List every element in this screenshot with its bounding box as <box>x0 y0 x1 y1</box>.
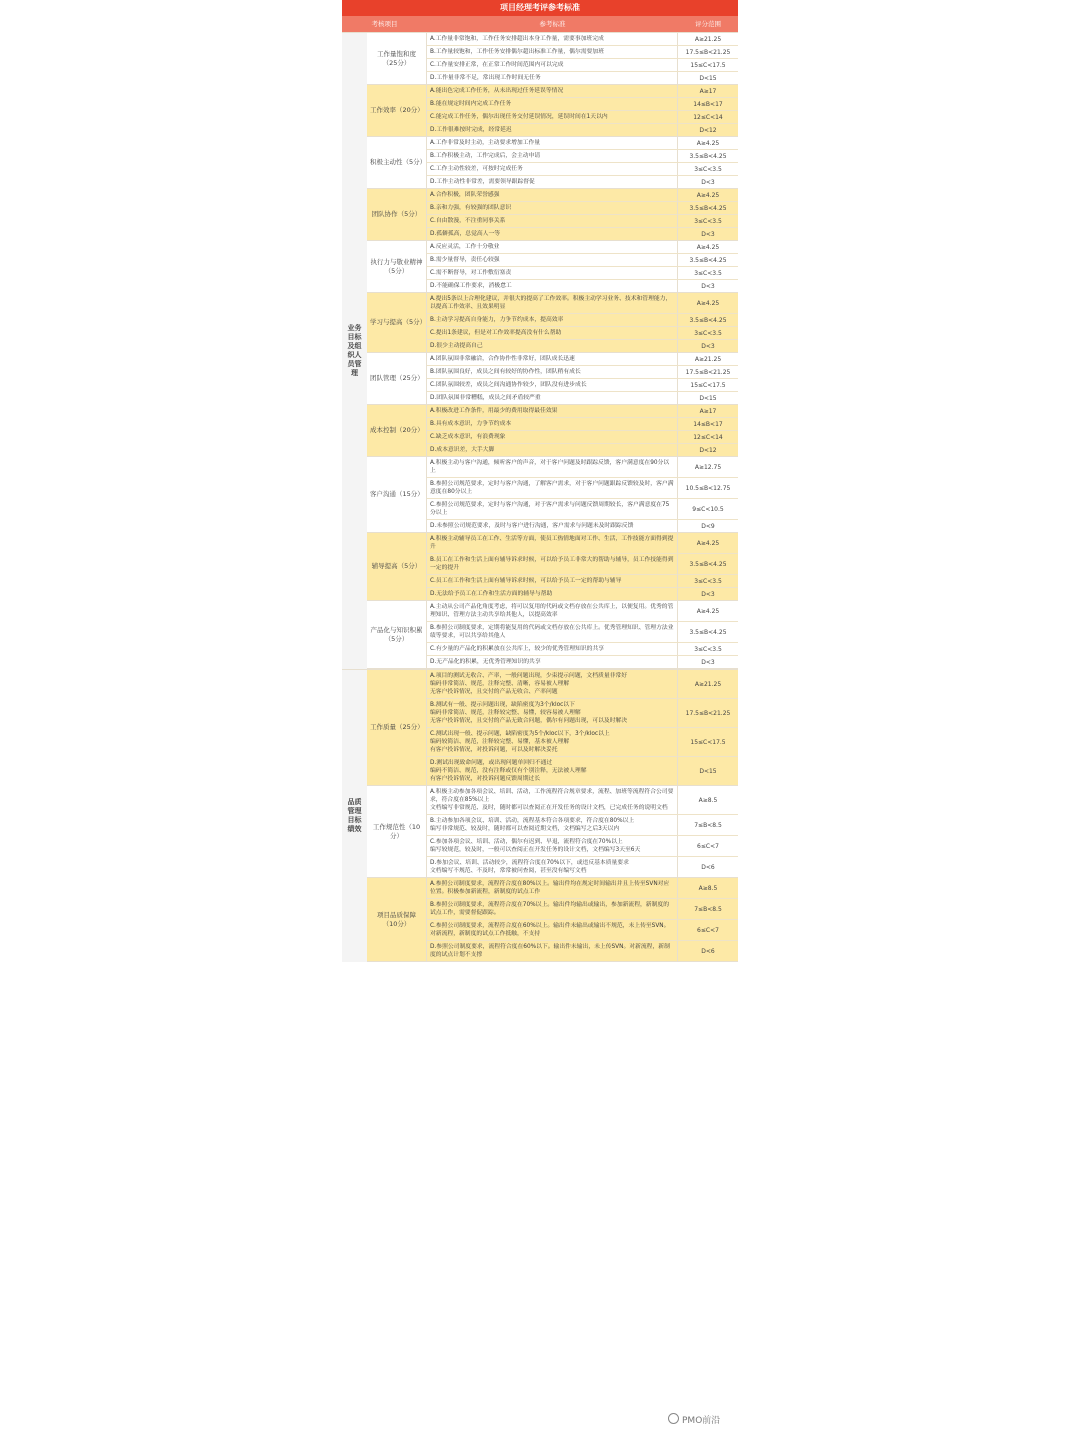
criteria-level-row <box>427 622 738 643</box>
criteria-level-row <box>427 202 738 215</box>
criteria-level-row <box>427 643 738 656</box>
criteria-level-row <box>427 150 738 163</box>
criteria-level-row <box>427 554 738 575</box>
assessment-item-name: 客户沟通（15分） <box>367 457 427 532</box>
score-range: 15≤C<17.5 <box>690 738 726 746</box>
score-range: A≥4.25 <box>696 191 720 199</box>
criteria-level-row <box>427 85 738 98</box>
criteria-level-row <box>427 728 738 757</box>
criteria-text: D.测试出现致命问题，或出现问题单回归不通过 编码不简洁、规范，没有注释或仅有个别注释，无法被人理解 有客户投诉情况，对投诉问题反馈周期过长 <box>427 757 678 785</box>
criteria-text: B.主动学习提高自身能力，力争节约成本，提高效率 <box>427 314 678 326</box>
criteria-text: A.能出色完成工作任务，从未出现过任务延误等情况 <box>427 85 678 97</box>
criteria-text: C.有少量的产品化的积累放在公共库上，较少的优秀管理知识的共享 <box>427 643 678 655</box>
criteria-level-row <box>427 670 738 699</box>
criteria-text: A.提出5条以上合理化建议，并很大的提高了工作效率。积极主动学习业务、技术和管理能力，以提高工作效率、且效果明显 <box>427 293 678 313</box>
table-header-row <box>342 16 738 32</box>
assessment-item-name: 团队协作（5分） <box>367 189 427 240</box>
criteria-level-row <box>427 340 738 352</box>
criteria-level-row <box>427 857 738 877</box>
score-range: 3.5≤B<4.25 <box>689 316 727 324</box>
criteria-text: D.工作很难按时完成，经常延迟 <box>427 124 678 136</box>
score-range: 3.5≤B<4.25 <box>689 560 727 568</box>
criteria-level-row <box>427 327 738 340</box>
section-body <box>367 33 738 669</box>
criteria-level-row <box>427 137 738 150</box>
criteria-level-row <box>427 111 738 124</box>
assessment-item-name: 项目品质保障（10分） <box>367 878 427 961</box>
header-assessment-item: 考核项目 <box>371 20 398 28</box>
assessment-item-name: 工作量饱和度（25分） <box>367 33 427 84</box>
criteria-text: A.积极主动辅导员工在工作、生活等方面，使员工热情地面对工作、生活，工作技能方面得到提升 <box>427 533 678 553</box>
criteria-text: B.主动参加各项会议、培训、活动，流程基本符合各项要求，符合度在80%以上 编写非常规范、较及时，随时都可以查阅近期文档，文档编写之后3天以内 <box>427 815 678 835</box>
criteria-level-row <box>427 757 738 785</box>
wechat-logo-icon <box>668 1413 679 1424</box>
criteria-level-row <box>427 920 738 941</box>
score-range: 6≤C<7 <box>697 842 719 850</box>
criteria-level-row <box>427 228 738 240</box>
criteria-text: C.参加各项会议、培训、活动，偶尔有迟到、早退，流程符合度在70%以上 编写较规范，较及时，一般可以查阅正在开发任务的设计文档，文档编写3天至6天 <box>427 836 678 856</box>
criteria-level-row <box>427 941 738 961</box>
criteria-text: C.工作主动性较差，可按时完成任务 <box>427 163 678 175</box>
criteria-level-row <box>427 601 738 622</box>
score-range: D<9 <box>701 522 715 530</box>
criteria-level-row <box>427 499 738 520</box>
criteria-level-row <box>427 124 738 136</box>
criteria-text: B.工作积极主动，工作完成后，会主动申请 <box>427 150 678 162</box>
section-label: 业务目标及组织人员管理 <box>342 33 367 669</box>
criteria-level-row <box>427 293 738 314</box>
criteria-text: D.不能确保工作要求，消极怠工 <box>427 280 678 292</box>
criteria-level-row <box>427 280 738 292</box>
criteria-levels <box>427 457 738 532</box>
section-label: 品质管理目标绩效 <box>342 670 367 962</box>
criteria-level-row <box>427 267 738 280</box>
criteria-text: C.员工在工作和生活上面有辅导诉求时候，可以给予员工一定的帮助与辅导 <box>427 575 678 587</box>
criteria-text: C.提出1条建议，但是对工作效率提高没有什么帮助 <box>427 327 678 339</box>
score-range: D<15 <box>699 767 717 775</box>
criteria-levels <box>427 353 738 404</box>
criteria-level-row <box>427 431 738 444</box>
criteria-level-row <box>427 575 738 588</box>
criteria-text: B.需少量督导，责任心较强 <box>427 254 678 266</box>
score-range: 12≤C<14 <box>693 113 723 121</box>
criteria-text: A.参照公司制度要求，流程符合度在80%以上。输出件均在规定时间输出并且上传至SVN对应位置。积极参加新流程，新制度的试点工作 <box>427 878 678 898</box>
criteria-text: D.无产品化的积累，无优秀管理知识的共享 <box>427 656 678 668</box>
criteria-level-row <box>427 392 738 404</box>
score-range: A≥4.25 <box>696 607 720 615</box>
score-range: D<3 <box>701 230 715 238</box>
criteria-text: D.未参照公司规范要求，及时与客户进行沟通，客户需求与问题未及时跟踪反馈 <box>427 520 678 532</box>
criteria-level-row <box>427 314 738 327</box>
score-range: A≥8.5 <box>698 884 718 892</box>
evaluation-table <box>342 0 738 962</box>
criteria-level-row <box>427 457 738 478</box>
criteria-level-row <box>427 176 738 188</box>
criteria-level-row <box>427 699 738 728</box>
header-reference-standard: 参考标准 <box>539 20 566 28</box>
score-range: 3≤C<3.5 <box>694 645 722 653</box>
score-range: D<15 <box>699 74 717 82</box>
criteria-level-row <box>427 72 738 84</box>
table-row <box>367 457 738 533</box>
score-range: 17.5≤B<21.25 <box>685 709 731 717</box>
assessment-item-name: 辅导提高（5分） <box>367 533 427 600</box>
criteria-level-row <box>427 366 738 379</box>
score-range: 3.5≤B<4.25 <box>689 204 727 212</box>
table-row <box>367 405 738 457</box>
score-range: 3.5≤B<4.25 <box>689 628 727 636</box>
score-range: 3≤C<3.5 <box>694 329 722 337</box>
criteria-levels <box>427 878 738 961</box>
criteria-text: B.能在规定时间内完成工作任务 <box>427 98 678 110</box>
criteria-text: D.很少主动提高自己 <box>427 340 678 352</box>
assessment-item-name: 产品化与知识积累（5分） <box>367 601 427 668</box>
criteria-text: A.合作积极，团队荣誉感强 <box>427 189 678 201</box>
criteria-text: B.具有成本意识，力争节约成本 <box>427 418 678 430</box>
table-row <box>367 786 738 878</box>
watermark-text: PMO前沿 <box>682 1416 721 1426</box>
criteria-text: B.参照公司制度要求，定期将能复用的代码或文档存放在公共库上。优秀管理知识、管理方法业绩等要求，可以共享给其他人 <box>427 622 678 642</box>
criteria-text: B.员工在工作和生活上面有辅导诉求时候，可以给予员工非常大的帮助与辅导，员工作技能得到一定的提升 <box>427 554 678 574</box>
criteria-text: C.需不断督导，对工作敷衍塞责 <box>427 267 678 279</box>
criteria-text: A.工作量非常饱和，工作任务安排超出本身工作量，需要事加班完成 <box>427 33 678 45</box>
score-range: 14≤B<17 <box>693 100 723 108</box>
table-body <box>342 32 738 962</box>
score-range: 3≤C<3.5 <box>694 217 722 225</box>
score-range: 10.5≤B<12.75 <box>685 484 731 492</box>
assessment-item-name: 团队管理（25分） <box>367 353 427 404</box>
score-range: 14≤B<17 <box>693 420 723 428</box>
criteria-level-row <box>427 254 738 267</box>
assessment-item-name: 学习与提高（5分） <box>367 293 427 352</box>
watermark <box>668 1413 720 1426</box>
table-row <box>367 241 738 293</box>
score-range: 6≤C<7 <box>697 926 719 934</box>
table-section <box>342 32 738 669</box>
score-range: D<15 <box>699 394 717 402</box>
criteria-text: A.积极主动与客户沟通，倾听客户的声音，对于客户问题及时跟踪反馈，客户满意度在90分以上 <box>427 457 678 477</box>
criteria-level-row <box>427 656 738 668</box>
score-range: D<3 <box>701 282 715 290</box>
criteria-levels <box>427 670 738 785</box>
score-range: A≥4.25 <box>696 539 720 547</box>
criteria-text: D.工作量非常不足，常出现工作时间无任务 <box>427 72 678 84</box>
criteria-text: C.参照公司规范要求，定时与客户沟通，对于客户需求与问题反馈周期较长，客户满意度在75分以上 <box>427 499 678 519</box>
criteria-level-row <box>427 59 738 72</box>
criteria-level-row <box>427 33 738 46</box>
table-row <box>367 85 738 137</box>
score-range: 3≤C<3.5 <box>694 577 722 585</box>
criteria-text: A.主动从公司产品化角度考虑，将可以复用的代码或文档存放在公共库上，以便复用。优秀的管理知识、管理方法主动共享给其他人，以提高效率 <box>427 601 678 621</box>
criteria-level-row <box>427 98 738 111</box>
criteria-levels <box>427 33 738 84</box>
table-row <box>367 353 738 405</box>
score-range: D<6 <box>701 947 715 955</box>
criteria-text: B.参照公司制度要求，流程符合度在70%以上。输出件均输出或输出，参加新流程，新制度的试点工作，需要督促跟踪。 <box>427 899 678 919</box>
criteria-text: B.工作量较饱和，工作任务安排偶尔超出标准工作量，偶尔需要加班 <box>427 46 678 58</box>
criteria-levels <box>427 601 738 668</box>
criteria-text: A.项目的测试无收合、产率，一般问题出现，少束提示问题，文档质量非常好 编码非常简洁、规范，注释完整、清晰，容易被人理解 无客户投诉情况，且交付的产品无收合、产率问题 <box>427 670 678 698</box>
score-range: D<3 <box>701 342 715 350</box>
score-range: A≥12.75 <box>694 463 722 471</box>
criteria-text: A.积极改进工作条件，用最少的费用取得最佳效果 <box>427 405 678 417</box>
table-row <box>367 878 738 962</box>
table-title: 项目经理考评参考标准 <box>342 0 738 16</box>
criteria-levels <box>427 786 738 877</box>
criteria-level-row <box>427 878 738 899</box>
score-range: A≥21.25 <box>694 355 722 363</box>
assessment-item-name: 成本控制（20分） <box>367 405 427 456</box>
score-range: D<3 <box>701 590 715 598</box>
criteria-level-row <box>427 189 738 202</box>
table-row <box>367 33 738 85</box>
score-range: 7≤B<8.5 <box>694 821 722 829</box>
score-range: 17.5≤B<21.25 <box>685 48 731 56</box>
criteria-level-row <box>427 444 738 456</box>
score-range: 3.5≤B<4.25 <box>689 256 727 264</box>
table-row <box>367 137 738 189</box>
criteria-level-row <box>427 46 738 59</box>
score-range: D<3 <box>701 178 715 186</box>
criteria-level-row <box>427 418 738 431</box>
section-body <box>367 670 738 962</box>
score-range: A≥4.25 <box>696 299 720 307</box>
criteria-level-row <box>427 353 738 366</box>
criteria-levels <box>427 405 738 456</box>
score-range: D<12 <box>699 446 717 454</box>
criteria-level-row <box>427 786 738 815</box>
criteria-level-row <box>427 163 738 176</box>
criteria-text: A.积极主动参加各项会议、培训、活动，工作流程符合规章要求，流程、加班等流程符合公司要求，符合度在85%以上 文档编写非常规范、及时，随时都可以查阅正在开发任务的设计文档，已完成任务的说明文档 <box>427 786 678 814</box>
criteria-text: C.工作量安排正常，在正常工作时间范围内可以完成 <box>427 59 678 71</box>
criteria-text: D.孤僻孤高，总觉高人一等 <box>427 228 678 240</box>
criteria-text: B.测试有一般、提示问题出现，缺陷密度为3个/kloc以下 编码非常简洁、规范，注释较完整、易懂，较容易被人理解 无客户投诉情况，且交付的产品无致合问题，偶尔有问题出现，可以及时解决 <box>427 699 678 727</box>
table-row <box>367 533 738 601</box>
score-range: D<6 <box>701 863 715 871</box>
table-row <box>367 670 738 786</box>
score-range: A≥17 <box>699 407 717 415</box>
criteria-text: C.参照公司制度要求，流程符合度在60%以上。输出件未输出或输出不规范，未上传至SVN。对新流程，新制度的试点工作抵触，不支持 <box>427 920 678 940</box>
criteria-levels <box>427 137 738 188</box>
criteria-level-row <box>427 241 738 254</box>
score-range: 15≤C<17.5 <box>690 61 726 69</box>
score-range: 17.5≤B<21.25 <box>685 368 731 376</box>
criteria-levels <box>427 189 738 240</box>
criteria-levels <box>427 85 738 136</box>
criteria-level-row <box>427 588 738 600</box>
score-range: A≥21.25 <box>694 35 722 43</box>
criteria-level-row <box>427 836 738 857</box>
criteria-text: C.测试出现一般、提示问题，缺陷密度为5个/kloc以下，3个/kloc以上 编码较简洁、规范，注释较完整、易懂，基本被人理解 有客户投诉情况，对投诉问题，可以及时解决妥托 <box>427 728 678 756</box>
score-range: D<12 <box>699 126 717 134</box>
assessment-item-name: 执行力与敬业精神（5分） <box>367 241 427 292</box>
criteria-level-row <box>427 405 738 418</box>
score-range: A≥4.25 <box>696 139 720 147</box>
table-row <box>367 189 738 241</box>
criteria-levels <box>427 533 738 600</box>
criteria-text: A.反应灵活，工作十分敬业 <box>427 241 678 253</box>
criteria-text: D.工作主动性非常差，需要领导跟踪督促 <box>427 176 678 188</box>
criteria-text: A.工作非常及时主动，主动要求增加工作量 <box>427 137 678 149</box>
criteria-text: C.团队氛围较差，成员之间沟通协作较少，团队没有进步成长 <box>427 379 678 391</box>
criteria-text: B.参照公司规范要求，定时与客户沟通，了解客户需求，对于客户问题跟踪反馈较及时，客户满意度在80分以上 <box>427 478 678 498</box>
criteria-level-row <box>427 379 738 392</box>
score-range: 3≤C<3.5 <box>694 165 722 173</box>
score-range: 3≤C<3.5 <box>694 269 722 277</box>
criteria-level-row <box>427 478 738 499</box>
criteria-text: A.团队氛围非常融洽，合作协作性非常好，团队成长迅速 <box>427 353 678 365</box>
score-range: A≥8.5 <box>698 796 718 804</box>
criteria-level-row <box>427 533 738 554</box>
table-row <box>367 293 738 353</box>
criteria-text: D.无法给予员工在工作和生活方面的辅导与帮助 <box>427 588 678 600</box>
score-range: A≥17 <box>699 87 717 95</box>
criteria-level-row <box>427 899 738 920</box>
table-section <box>342 669 738 962</box>
criteria-text: C.缺乏成本意识，有浪费现象 <box>427 431 678 443</box>
assessment-item-name: 工作规范性（10分） <box>367 786 427 877</box>
assessment-item-name: 积极主动性（5分） <box>367 137 427 188</box>
score-range: 7≤B<8.5 <box>694 905 722 913</box>
score-range: 15≤C<17.5 <box>690 381 726 389</box>
criteria-levels <box>427 241 738 292</box>
criteria-text: B.亲和力强，有较强的团队意识 <box>427 202 678 214</box>
criteria-level-row <box>427 815 738 836</box>
criteria-text: D.参照公司制度要求，流程符合度在60%以下。输出件未输出，未上传SVN。对新流程，新制度的试点计划不支撑 <box>427 941 678 961</box>
score-range: D<3 <box>701 658 715 666</box>
criteria-text: C.自由散漫，不注重同事关系 <box>427 215 678 227</box>
criteria-text: D.团队氛围非常糟糕，成员之间矛盾较严重 <box>427 392 678 404</box>
criteria-text: C.能完成工作任务，偶尔出现任务交付延误情况，延误时间在1天以内 <box>427 111 678 123</box>
header-score-range: 评分范围 <box>695 20 721 28</box>
criteria-text: B.团队氛围良好，成员之间有较好的协作性，团队稍有成长 <box>427 366 678 378</box>
score-range: 3.5≤B<4.25 <box>689 152 727 160</box>
score-range: 12≤C<14 <box>693 433 723 441</box>
criteria-levels <box>427 293 738 352</box>
table-row <box>367 601 738 669</box>
criteria-level-row <box>427 520 738 532</box>
criteria-text: D.成本意识差，大手大脚 <box>427 444 678 456</box>
criteria-level-row <box>427 215 738 228</box>
assessment-item-name: 工作效率（20分） <box>367 85 427 136</box>
score-range: 9≤C<10.5 <box>692 505 724 513</box>
assessment-item-name: 工作质量（25分） <box>367 670 427 785</box>
criteria-text: D.参加会议、培训、活动较少，流程符合度在70%以下，或违反基本质量要求 文档编写不规范、不及时，常常被问查阅，甚至没有编写文档 <box>427 857 678 877</box>
score-range: A≥4.25 <box>696 243 720 251</box>
score-range: A≥21.25 <box>694 680 722 688</box>
